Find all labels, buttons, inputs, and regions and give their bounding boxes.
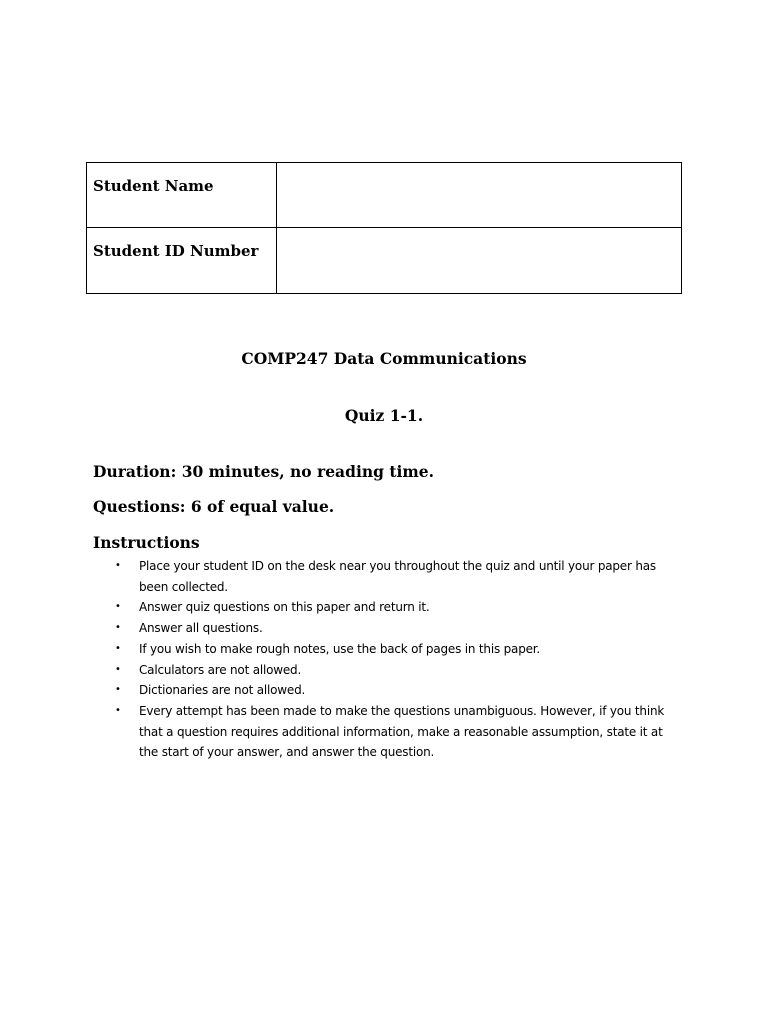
instruction-text: Calculators are not allowed.: [139, 662, 302, 677]
bullet-icon: •: [115, 684, 121, 696]
bullet-icon: •: [115, 560, 121, 571]
instruction-item: [93, 680, 673, 701]
instructions-list: [93, 556, 673, 763]
instruction-text: Dictionaries are not allowed.: [139, 683, 306, 698]
student-name-label: Student Name: [87, 163, 277, 228]
instruction-item: [93, 639, 673, 660]
bullet-icon: •: [115, 601, 121, 613]
student-id-label: Student ID Number: [87, 228, 277, 294]
instruction-item: [93, 701, 673, 763]
student-name-field[interactable]: [277, 163, 682, 228]
course-title: COMP247 Data Communications: [241, 349, 527, 368]
student-name-row: [87, 163, 682, 228]
instruction-item: [93, 556, 673, 597]
instructions-heading: Instructions: [93, 533, 200, 552]
bullet-icon: •: [115, 642, 121, 654]
quiz-title: Quiz 1-1.: [344, 406, 424, 425]
student-details-table: [86, 162, 682, 294]
instruction-item: [93, 660, 673, 681]
questions-text: Questions: 6 of equal value.: [93, 497, 335, 516]
bullet-icon: •: [115, 622, 121, 634]
student-id-field[interactable]: [277, 228, 682, 294]
instruction-item: [93, 618, 673, 639]
student-id-row: [87, 228, 682, 294]
bullet-icon: •: [115, 663, 121, 675]
duration-text: Duration: 30 minutes, no reading time.: [93, 462, 435, 481]
instruction-text: If you wish to make rough notes, use the back of pages in this paper.: [139, 641, 541, 656]
instruction-text: Answer all questions.: [139, 621, 263, 636]
instruction-item: [93, 597, 673, 618]
instruction-text: Every attempt has been made to make the questions unambiguous. However, if you think that a question requires additional information, make a reasonable assumption, state it at the start of your answer, and answer the question.: [139, 703, 665, 760]
bullet-icon: •: [115, 704, 121, 716]
instruction-text: Place your student ID on the desk near you throughout the quiz and until your paper has been collected.: [139, 559, 656, 594]
instruction-text: Answer quiz questions on this paper and return it.: [139, 600, 430, 615]
